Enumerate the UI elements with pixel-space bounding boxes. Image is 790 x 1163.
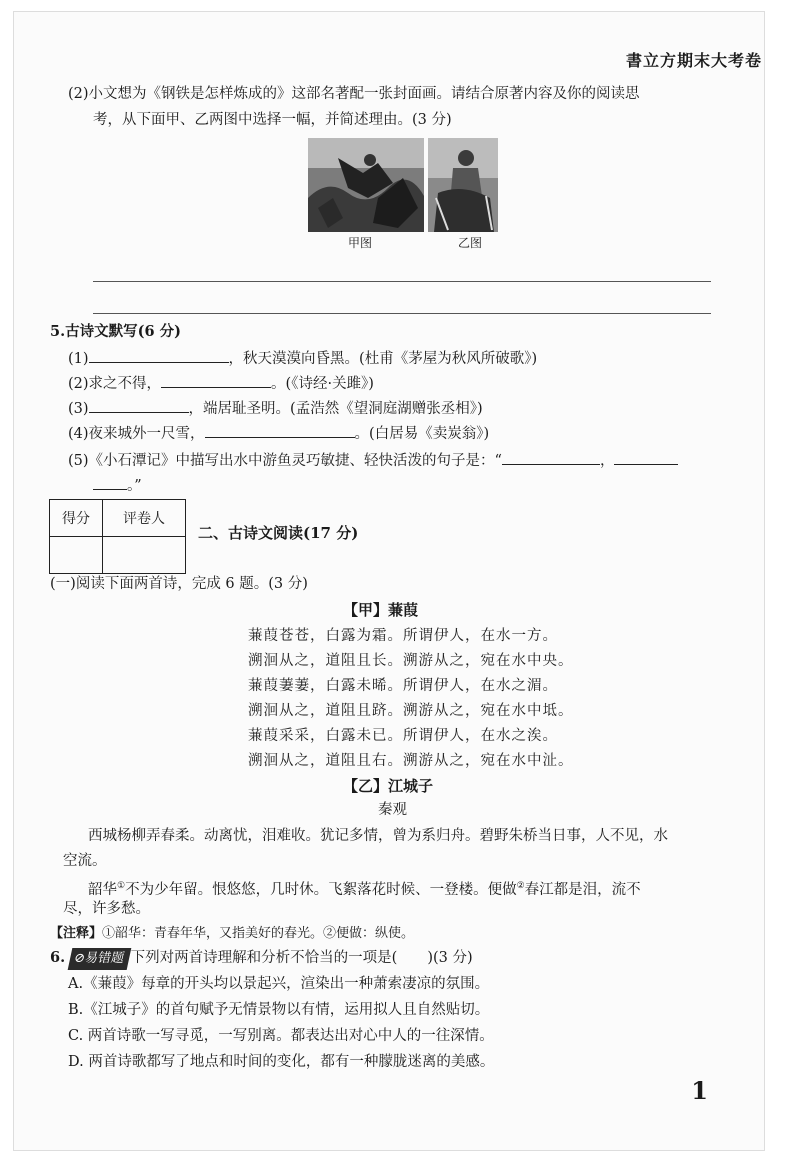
score-table <box>49 499 186 574</box>
fill-blank[interactable] <box>89 347 229 363</box>
q5-item-1 <box>68 347 537 369</box>
q5-item-3-prefix: (3) <box>68 401 89 417</box>
part1-intro: (一)阅读下面两首诗，完成 6 题。(3 分) <box>50 576 308 592</box>
illustration-jia-image <box>308 138 424 232</box>
q6-number: 6. <box>50 949 66 966</box>
poem-a-line: 溯洄从之，道阻且长。溯游从之，宛在水中央。 <box>248 653 574 669</box>
grader-header: 评卷人 <box>103 500 186 537</box>
footnote-marker: ① <box>117 881 126 891</box>
poem-a-title: 【甲】蒹葭 <box>343 601 419 619</box>
q5-item-1-prefix: (1) <box>68 351 89 367</box>
q5-item-2 <box>68 372 374 394</box>
q6-option-b: B.《江城子》的首句赋予无情景物以有情，运用拟人且自然贴切。 <box>68 1002 490 1018</box>
illustration-yi-image <box>428 138 498 232</box>
q5-item-5-end: 。” <box>127 478 142 494</box>
q5-item-3 <box>68 397 483 419</box>
q5-item-5 <box>68 449 678 471</box>
q4-2-line2: 考，从下面甲、乙两图中选择一幅，并简述理由。(3 分) <box>93 112 452 128</box>
fill-blank[interactable] <box>89 397 189 413</box>
score-header: 得分 <box>50 500 103 537</box>
tag-label: 易错题 <box>83 951 126 966</box>
fill-blank[interactable] <box>161 372 271 388</box>
poem-b-para1-line1: 西城杨柳弄春柔。动离忧，泪难收。犹记多情，曾为系归舟。碧野朱桥当日事，人不见，水 <box>88 828 668 844</box>
q5-item-4-suffix: 。(白居易《卖炭翁》) <box>354 426 490 442</box>
illustration-jia-label: 甲图 <box>348 236 373 250</box>
q5-item-5-cont <box>93 474 142 496</box>
q6-stem-end: )(3 分) <box>427 950 473 966</box>
poem-b-text: 春江都是泪，流不 <box>524 881 641 898</box>
cover-illustrations <box>308 138 498 232</box>
q5-item-5-comma: ， <box>599 453 615 469</box>
q5-item-5-prefix: (5)《小石潭记》中描写出水中游鱼灵巧敏捷、轻快活泼的句子是：“ <box>68 453 502 469</box>
annotation-note <box>50 922 414 941</box>
poem-b-para1-line2: 空流。 <box>63 853 107 869</box>
poem-a-line: 蒹葭萋萋，白露未晞。所谓伊人，在水之湄。 <box>248 678 558 694</box>
q5-item-2-suffix: 。(《诗经·关雎》) <box>271 376 374 392</box>
section-2-title: 二、古诗文阅读(17 分) <box>198 524 359 542</box>
tag-icon: ⊘ <box>72 951 87 966</box>
q5-item-4 <box>68 422 489 444</box>
fill-blank[interactable] <box>205 422 355 438</box>
fill-blank[interactable] <box>502 449 600 465</box>
score-cell[interactable] <box>50 537 103 574</box>
answer-line[interactable] <box>93 281 711 282</box>
q5-item-1-suffix: ，秋天漠漠向昏黑。(杜甫《茅屋为秋风所破歌》) <box>228 351 538 367</box>
poem-b-text: 不为少年留。恨悠悠，几时休。飞絮落花时候、一登楼。便做 <box>125 881 517 898</box>
poem-a-line: 蒹葭采采，白露未已。所谓伊人，在水之涘。 <box>248 728 558 744</box>
fill-blank[interactable] <box>614 449 678 465</box>
q6-stem-text: 下列对两首诗理解和分析不恰当的一项是( <box>130 950 398 966</box>
q6-option-d: D. 两首诗歌都写了地点和时间的变化，都有一种朦胧迷离的美感。 <box>68 1054 495 1070</box>
poem-b-para2-line2: 尽，许多愁。 <box>63 901 150 917</box>
poem-b-text: 韶华 <box>88 881 117 898</box>
fill-blank[interactable] <box>93 474 127 490</box>
poem-a-line: 溯洄从之，道阻且跻。溯游从之，宛在水中坻。 <box>248 703 574 719</box>
q5-title: 5.古诗文默写(6 分) <box>50 323 181 340</box>
grader-cell[interactable] <box>103 537 186 574</box>
poem-b-title: 【乙】江城子 <box>343 777 434 795</box>
poem-a-line: 溯洄从之，道阻且右。溯游从之，宛在水中沚。 <box>248 753 574 769</box>
illustration-yi-label: 乙图 <box>458 236 483 250</box>
poem-a-line: 蒹葭苍苍，白露为霜。所谓伊人，在水一方。 <box>248 628 558 644</box>
annotation-label: 【注释】 <box>50 926 103 941</box>
answer-line[interactable] <box>93 313 711 314</box>
annotation-text: ①韶华：青春年华，又指美好的春光。②便做：纵使。 <box>102 926 415 941</box>
footnote-marker: ② <box>516 881 525 891</box>
q6-option-a: A.《蒹葭》每章的开头均以景起兴，渲染出一种萧索凄凉的氛围。 <box>68 976 490 992</box>
q5-item-2-prefix: (2)求之不得， <box>68 376 162 392</box>
q5-item-3-suffix: ，端居耻圣明。(孟浩然《望洞庭湖赠张丞相》) <box>188 401 483 417</box>
error-prone-tag <box>67 948 131 970</box>
poem-b-author: 秦观 <box>378 802 407 818</box>
q4-2-line1: (2)小文想为《钢铁是怎样炼成的》这部名著配一张封面画。请结合原著内容及你的阅读思 <box>68 86 640 102</box>
q6-option-c: C. 两首诗歌一写寻觅，一写别离。都表达出对心中人的一往深情。 <box>68 1028 494 1044</box>
q6-stem <box>50 948 473 970</box>
page-number: 1 <box>691 1076 708 1105</box>
poem-b-para2-line1 <box>88 876 641 900</box>
exam-header-title: 書立方期末大考卷 <box>625 51 762 70</box>
q5-item-4-prefix: (4)夜来城外一尺雪， <box>68 426 205 442</box>
